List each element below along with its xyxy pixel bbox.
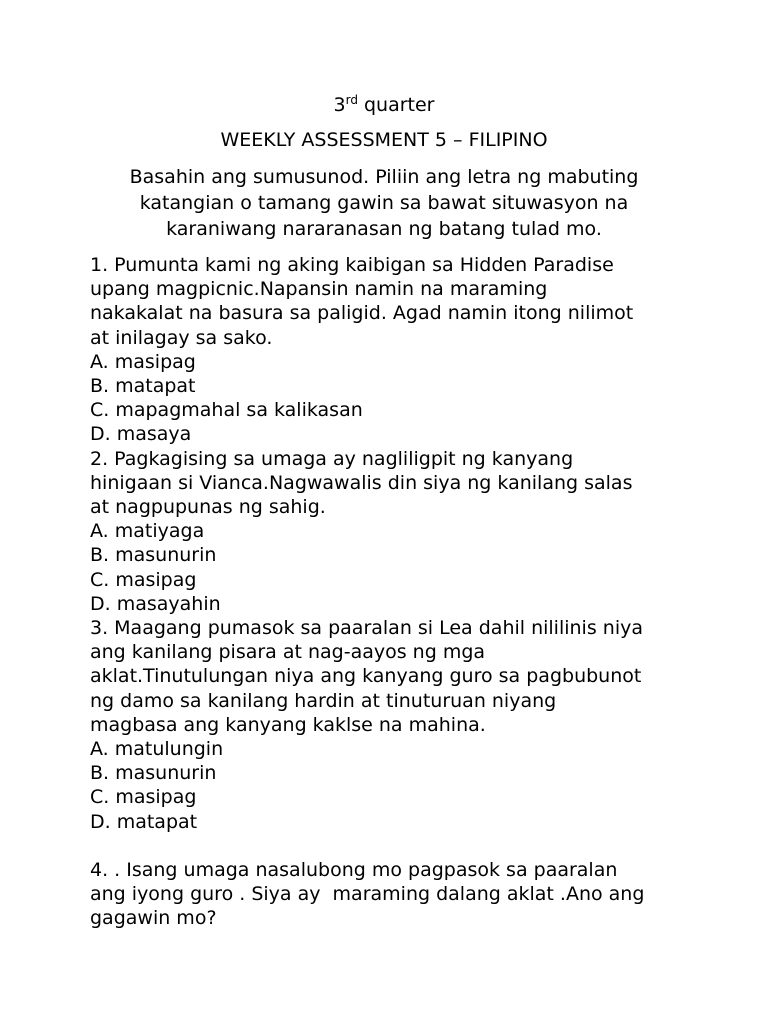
choice-d: D. matapat [90,810,198,833]
instructions-line: Basahin ang sumusunod. Piliin ang letra ng mabuting [129,166,639,188]
choice-c: C. masipag [90,568,197,591]
choice-a: A. matulungin [90,738,224,761]
choice-b: B. masunurin [90,544,217,567]
choice-b: B. masunurin [90,762,217,785]
quarter-word: quarter [357,94,435,116]
choice-a: A. masipag [90,350,196,373]
question-stem-line: 1. Pumunta kami ng aking kaibigan sa Hidden Paradise [90,254,614,276]
choice-c: C. masipag [90,786,197,809]
choice-a: A. matiyaga [90,520,205,543]
question-stem-line: 3. Maagang pumasok sa paaralan si Lea dahil nililinis niya [90,617,643,640]
question-stem-line: gagawin mo? [90,907,217,930]
instructions-line: karaniwang nararanasan ng batang tulad mo. [166,218,602,240]
question-4 [90,858,690,931]
question-list [90,253,690,931]
question-stem-line: magbasa ang kanyang kaklse na mahina. [90,713,486,736]
page-title: WEEKLY ASSESSMENT 5 – FILIPINO [220,129,548,151]
quarter-suffix: rd [345,93,358,107]
question-stem-line: hinigaan si Vianca.Nagwawalis din siya ng kanilang salas [90,471,633,494]
question-stem-line: upang magpicnic.Napansin namin na maraming [90,278,548,301]
quarter-heading [0,92,768,118]
question-stem-line: 2. Pagkagising sa umaga ay nagliligpit ng kanyang [90,447,574,470]
question-2 [90,447,690,616]
question-stem-line: ng damo sa kanilang hardin at tinuturuan niyang [90,689,557,712]
question-3 [90,616,690,834]
instructions-line: katangian o tamang gawin sa bawat situwasyon na [139,192,629,214]
instructions [96,164,672,242]
question-1 [90,253,690,447]
choice-c: C. mapagmahal sa kalikasan [90,399,363,422]
choice-b: B. matapat [90,375,196,398]
question-stem-line: ang kanilang pisara at nag-aayos ng mga [90,641,486,664]
question-stem-line: at inilagay sa sako. [90,326,273,349]
question-stem-line: nakakalat na basura sa paligid. Agad namin itong nilimot [90,302,634,325]
choice-d: D. masaya [90,423,192,446]
question-stem-line: ang iyong guro . Siya ay maraming dalang aklat .Ano ang [90,883,645,906]
quarter-number: 3 [333,94,346,116]
choice-d: D. masayahin [90,592,221,615]
blank-line [90,834,690,858]
question-stem-line: 4. . Isang umaga nasalubong mo pagpasok sa paaralan [90,859,618,882]
question-stem-line: at nagpupunas ng sahig. [90,496,326,519]
question-stem-line: aklat.Tinutulungan niya ang kanyang guro sa pagbubunot [90,665,642,688]
